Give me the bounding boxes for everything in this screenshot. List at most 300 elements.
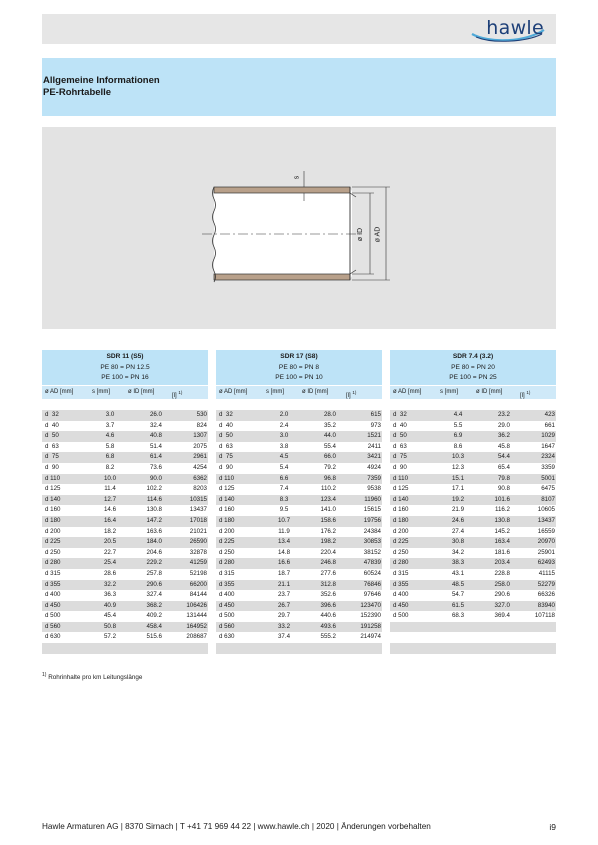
table-cell: 48.5 xyxy=(451,580,465,588)
table-cell: 79.8 xyxy=(497,474,510,482)
table-cell: 54.7 xyxy=(451,591,465,599)
table-cell: 61.5 xyxy=(451,601,465,609)
table-cell: 38.3 xyxy=(451,559,465,567)
table-header-h2: PE 80 = PN 8 xyxy=(278,364,320,371)
table-cell: 327.0 xyxy=(494,601,510,609)
column-header-id: ø ID [mm] xyxy=(302,389,329,395)
table-cell: d 315 xyxy=(45,569,61,577)
table-cell: 24384 xyxy=(363,527,381,535)
pipe-wall-bottom xyxy=(214,274,350,280)
table-cell: 19.2 xyxy=(451,495,465,503)
table-cell xyxy=(390,643,438,654)
table-cell: d 32 xyxy=(219,411,233,418)
table-cell: 396.6 xyxy=(320,601,336,609)
table-cell: 3.0 xyxy=(279,432,289,440)
table-cell: 15615 xyxy=(363,506,381,514)
table-cell: d 315 xyxy=(219,569,235,577)
table-cell: d 250 xyxy=(393,548,409,556)
table-cell: 6362 xyxy=(193,474,207,482)
table-row xyxy=(216,527,382,538)
table-cell: d 110 xyxy=(45,474,61,482)
column-headers xyxy=(42,386,208,399)
table-cell: 3.7 xyxy=(105,421,115,429)
table-cell: 96.8 xyxy=(323,474,336,482)
table-row xyxy=(216,558,382,569)
table-cell: d 63 xyxy=(45,442,59,450)
table-header-h3: PE 100 = PN 16 xyxy=(101,374,149,381)
table-cell: 661 xyxy=(544,421,555,429)
table-cell: d 180 xyxy=(393,516,409,524)
table-cell: 6.8 xyxy=(105,453,115,461)
table-cell: 4254 xyxy=(193,463,207,471)
table-cell: d 125 xyxy=(219,485,235,493)
column-header-l: [l] $^{1)}$ xyxy=(520,390,531,399)
table-row xyxy=(390,590,556,601)
table-cell: 973 xyxy=(370,421,381,429)
label-id: ø ID xyxy=(357,227,365,242)
table-cell: 21.9 xyxy=(451,506,465,514)
table-row xyxy=(216,484,382,495)
table-cell: 40.8 xyxy=(149,432,162,440)
table-row xyxy=(216,516,382,527)
table-cell: 184.0 xyxy=(146,538,162,546)
table-row xyxy=(42,580,208,591)
table-cell: 12.7 xyxy=(103,495,117,503)
table-cell: 409.2 xyxy=(146,612,162,620)
table-row xyxy=(390,537,556,548)
table-row xyxy=(390,431,556,442)
table-cell: 14.8 xyxy=(277,548,291,556)
table-cell: 123.4 xyxy=(320,495,336,503)
table-cell: 79.2 xyxy=(323,463,336,471)
table-cell: d 560 xyxy=(219,622,235,630)
table-row xyxy=(390,622,556,633)
table-row xyxy=(216,474,382,485)
table-row xyxy=(216,622,382,633)
table-cell: 458.4 xyxy=(146,622,162,630)
footnote: $^{1)}$ Rohrinhalte pro km Leitungslänge xyxy=(42,672,143,682)
table-cell xyxy=(514,632,556,643)
table-row xyxy=(42,474,208,485)
table-row xyxy=(390,611,556,622)
table-row xyxy=(390,442,556,453)
table-cell: 158.6 xyxy=(320,516,336,524)
table-cell: 106426 xyxy=(186,601,207,609)
table-cell: d 450 xyxy=(45,601,61,609)
table-cell: d 32 xyxy=(393,411,407,418)
table-row xyxy=(390,548,556,559)
table-row xyxy=(42,569,208,580)
table-cell xyxy=(438,632,474,643)
table-cell: 110.2 xyxy=(320,485,336,493)
table-cell: 130.8 xyxy=(146,506,162,514)
table-cell: d 315 xyxy=(393,569,409,577)
table-row xyxy=(42,632,208,643)
table-cell: 214974 xyxy=(360,633,381,641)
table-header xyxy=(390,350,556,385)
table-row xyxy=(42,601,208,612)
table-row xyxy=(390,527,556,538)
header-bar xyxy=(42,14,556,44)
table-cell: 2.4 xyxy=(279,421,289,429)
table-cell: d 63 xyxy=(219,442,233,450)
table-cell: 1307 xyxy=(193,432,207,440)
table-cell: d 75 xyxy=(219,453,233,461)
column-header-id: ø ID [mm] xyxy=(476,389,503,395)
table-cell: 163.4 xyxy=(494,538,510,546)
table-cell: 16.4 xyxy=(103,516,117,524)
table-row xyxy=(42,505,208,516)
table-cell: 32878 xyxy=(189,548,207,556)
table-row xyxy=(390,495,556,506)
table-cell: 28.6 xyxy=(103,569,117,577)
table-cell: 176.2 xyxy=(320,527,336,535)
table-cell: 8107 xyxy=(541,495,555,503)
table-row xyxy=(216,505,382,516)
table-sdr17 xyxy=(216,350,382,654)
table-cell: 21021 xyxy=(189,527,207,535)
title-box xyxy=(42,58,556,116)
table-row xyxy=(42,537,208,548)
table-cell: 290.6 xyxy=(494,591,510,599)
table-cell: d 500 xyxy=(393,612,409,620)
table-cell: 2324 xyxy=(541,453,555,461)
table-cell: 107118 xyxy=(534,612,555,620)
table-header-h1: SDR 11 (S5) xyxy=(106,353,144,360)
logo-text: hawle xyxy=(486,17,544,39)
table-row xyxy=(390,580,556,591)
table-sdr11 xyxy=(42,350,208,654)
table-cell: 25.4 xyxy=(103,559,117,567)
table-cell: d 110 xyxy=(393,474,409,482)
table-cell: 2.0 xyxy=(279,411,289,418)
table-cell: 515.6 xyxy=(146,633,162,641)
table-cell: 68.3 xyxy=(451,612,465,620)
table-cell: 62493 xyxy=(537,559,555,567)
table-cell: d 450 xyxy=(219,601,235,609)
table-cell: 3359 xyxy=(541,463,555,471)
table-cell: 10.7 xyxy=(277,516,291,524)
column-header-ad: ø AD [mm] xyxy=(393,389,422,395)
table-cell: 32.4 xyxy=(149,421,162,429)
pipe-figure xyxy=(42,127,556,329)
table-cell: 65.4 xyxy=(497,463,510,471)
table-row xyxy=(216,442,382,453)
table-cell: d 40 xyxy=(45,421,59,429)
table-cell xyxy=(390,632,438,643)
table-cell: 13437 xyxy=(537,516,555,524)
table-cell: 4.4 xyxy=(453,411,463,418)
table-cell xyxy=(42,643,90,654)
table-cell: 2075 xyxy=(193,442,207,450)
table-cell: 44.0 xyxy=(323,432,336,440)
table-cell: 352.6 xyxy=(320,591,336,599)
table-cell: 47839 xyxy=(363,559,381,567)
table-cell: d 500 xyxy=(45,612,61,620)
table-cell: 123470 xyxy=(360,601,381,609)
table-row xyxy=(42,463,208,474)
table-cell: 8.2 xyxy=(105,463,115,471)
table-cell: 37.4 xyxy=(277,633,291,641)
table-cell: 369.4 xyxy=(494,612,510,620)
table-cell: 440.6 xyxy=(320,612,336,620)
table-cell: 181.6 xyxy=(494,548,510,556)
table-cell: 290.6 xyxy=(146,580,162,588)
table-row xyxy=(390,632,556,643)
table-cell: 18.2 xyxy=(103,527,117,535)
table-row xyxy=(390,421,556,432)
table-cell: 257.8 xyxy=(146,569,162,577)
table-cell: 8.6 xyxy=(453,442,463,450)
table-cell: 30.8 xyxy=(451,538,465,546)
table-cell: 41259 xyxy=(189,559,207,567)
column-header-ad: ø AD [mm] xyxy=(219,389,248,395)
table-cell: 29.7 xyxy=(277,612,291,620)
table-cell: 45.8 xyxy=(497,442,510,450)
table-cell: d 400 xyxy=(393,591,409,599)
table-cell: 26.7 xyxy=(277,601,291,609)
table-cell: 18.7 xyxy=(277,569,291,577)
table-cell: d 75 xyxy=(45,453,59,461)
table-cell: 312.8 xyxy=(320,580,336,588)
table-row xyxy=(216,431,382,442)
table-cell: 8203 xyxy=(193,485,207,493)
table-cell: 130.8 xyxy=(494,516,510,524)
table-row xyxy=(42,527,208,538)
table-cell: 3421 xyxy=(367,453,381,461)
table-cell xyxy=(216,643,264,654)
table-cell: 84144 xyxy=(189,591,207,599)
table-cell: 27.4 xyxy=(451,527,465,535)
table-header-h3: PE 100 = PN 10 xyxy=(275,374,323,381)
table-row xyxy=(42,421,208,432)
table-cell: d 225 xyxy=(393,538,409,546)
table-cell: d 630 xyxy=(45,633,61,641)
table-header-h1: SDR 7.4 (3.2) xyxy=(452,353,494,360)
table-cell: d 200 xyxy=(45,527,61,535)
table-cell: 54.4 xyxy=(497,453,510,461)
column-header-s: s [mm] xyxy=(440,389,458,395)
table-cell: d 160 xyxy=(219,506,235,514)
table-cell xyxy=(390,622,438,633)
table-cell: d 50 xyxy=(393,432,407,440)
table-cell: 36.3 xyxy=(103,591,117,599)
table-cell: d 225 xyxy=(219,538,235,546)
table-cell: 12.3 xyxy=(451,463,465,471)
table-row xyxy=(216,590,382,601)
table-row xyxy=(42,622,208,633)
table-cell: 229.2 xyxy=(146,559,162,567)
table-cell: 4.5 xyxy=(279,453,289,461)
table-row xyxy=(390,643,556,654)
table-row xyxy=(216,601,382,612)
table-cell: 327.4 xyxy=(146,591,162,599)
table-cell: 13437 xyxy=(189,506,207,514)
table-spacer xyxy=(42,399,208,410)
table-cell: d 40 xyxy=(219,421,233,429)
table-cell: d 140 xyxy=(219,495,235,503)
table-row xyxy=(390,558,556,569)
table-cell: 10605 xyxy=(537,506,555,514)
table-cell: 11.9 xyxy=(278,527,290,535)
column-headers xyxy=(216,386,382,399)
table-cell: 45.4 xyxy=(103,612,117,620)
table-cell xyxy=(340,643,382,654)
table-cell: 198.2 xyxy=(320,538,336,546)
table-cell: 2411 xyxy=(367,442,381,450)
table-cell xyxy=(474,632,514,643)
table-cell: d 50 xyxy=(45,432,59,440)
table-cell: 8.3 xyxy=(279,495,289,503)
table-row xyxy=(390,474,556,485)
table-row xyxy=(42,442,208,453)
column-header-s: s [mm] xyxy=(266,389,284,395)
column-header-ad: ø AD [mm] xyxy=(45,389,74,395)
table-cell: 7359 xyxy=(367,474,381,482)
table-cell: 114.6 xyxy=(146,495,162,503)
table-cell: d 280 xyxy=(45,559,61,567)
table-cell: d 180 xyxy=(45,516,61,524)
table-cell: d 180 xyxy=(219,516,235,524)
footer-text: Hawle Armaturen AG | 8370 Sirnach | T +41 71 969 44 22 | www.hawle.ch | 2020 | Änderungen vorbehalten xyxy=(42,822,431,831)
table-cell: 423 xyxy=(544,411,555,418)
table-row xyxy=(216,452,382,463)
table-cell: 36.2 xyxy=(497,432,510,440)
table-cell: 10.3 xyxy=(451,453,465,461)
table-cell: d 280 xyxy=(219,559,235,567)
table-cell: 16.6 xyxy=(277,559,291,567)
table-cell: d 225 xyxy=(45,538,61,546)
table-row xyxy=(42,452,208,463)
table-cell xyxy=(300,643,340,654)
table-cell: 615 xyxy=(370,411,381,418)
table-row xyxy=(216,569,382,580)
table-cell: 61.4 xyxy=(149,453,162,461)
table-cell: 191258 xyxy=(360,622,381,630)
table-row xyxy=(42,590,208,601)
column-header-s: s [mm] xyxy=(92,389,110,395)
table-cell: 6.6 xyxy=(279,474,289,482)
table-cell xyxy=(514,643,556,654)
table-cell: 90.0 xyxy=(149,474,162,482)
table-cell: d 200 xyxy=(219,527,235,535)
table-cell: 164952 xyxy=(186,622,207,630)
table-spacer xyxy=(390,399,556,410)
table-cell: d 125 xyxy=(45,485,61,493)
table-cell: 7.4 xyxy=(279,485,289,493)
table-cell: 208687 xyxy=(186,633,207,641)
table-cell: 23.7 xyxy=(277,591,291,599)
table-cell: 35.2 xyxy=(323,421,336,429)
table-cell: 9538 xyxy=(367,485,381,493)
table-cell: 34.2 xyxy=(451,548,465,556)
table-cell: 17018 xyxy=(189,516,207,524)
table-row xyxy=(216,537,382,548)
table-cell: 29.0 xyxy=(497,421,510,429)
table-cell: 40.9 xyxy=(103,601,117,609)
hawle-logo xyxy=(468,16,548,42)
table-cell: 60524 xyxy=(363,569,381,577)
table-row xyxy=(390,516,556,527)
table-cell: d 280 xyxy=(393,559,409,567)
table-cell: 24.6 xyxy=(451,516,465,524)
table-cell xyxy=(126,643,166,654)
table-cell: 10315 xyxy=(189,495,207,503)
table-cell: 76846 xyxy=(363,580,381,588)
table-row xyxy=(216,495,382,506)
table-row xyxy=(42,495,208,506)
table-cell: d 200 xyxy=(393,527,409,535)
table-cell: 147.2 xyxy=(146,516,162,524)
table-cell: d 160 xyxy=(393,506,409,514)
table-row xyxy=(42,611,208,622)
table-cell xyxy=(474,622,514,633)
table-cell: 277.6 xyxy=(320,569,336,577)
label-s: s xyxy=(293,175,301,180)
table-row xyxy=(390,452,556,463)
table-cell: 11960 xyxy=(364,495,381,503)
table-row xyxy=(216,580,382,591)
table-cell: 9.5 xyxy=(279,506,289,514)
table-cell: 6.9 xyxy=(453,432,463,440)
table-cell: 5001 xyxy=(541,474,555,482)
table-cell: d 125 xyxy=(393,485,409,493)
table-row xyxy=(216,463,382,474)
table-cell: d 63 xyxy=(393,442,407,450)
table-cell: 66.0 xyxy=(323,453,336,461)
table-cell: 26590 xyxy=(189,538,207,546)
table-cell: d 250 xyxy=(219,548,235,556)
table-cell: 4.6 xyxy=(105,432,115,440)
table-cell: 38152 xyxy=(363,548,381,556)
table-cell: 493.6 xyxy=(320,622,336,630)
table-cell: d 50 xyxy=(219,432,233,440)
table-cell: 116.2 xyxy=(494,506,510,514)
table-cell: d 400 xyxy=(45,591,61,599)
table-cell: d 110 xyxy=(219,474,235,482)
table-cell: 28.0 xyxy=(323,411,336,418)
table-header-h3: PE 100 = PN 25 xyxy=(449,374,497,381)
table-cell: 258.0 xyxy=(494,580,510,588)
table-cell: 66326 xyxy=(537,591,555,599)
table-cell: d 75 xyxy=(393,453,407,461)
table-cell: 228.8 xyxy=(494,569,510,577)
table-cell xyxy=(438,622,474,633)
table-cell: 530 xyxy=(196,411,207,418)
table-row xyxy=(42,516,208,527)
table-cell: 4924 xyxy=(367,463,381,471)
table-cell: 50.8 xyxy=(103,622,117,630)
table-row xyxy=(390,410,556,421)
table-cell: 14.6 xyxy=(103,506,117,514)
table-row xyxy=(216,611,382,622)
table-cell: d 400 xyxy=(219,591,235,599)
table-cell: 5.8 xyxy=(105,442,115,450)
table-cell: 3.0 xyxy=(105,411,115,418)
table-cell: 97646 xyxy=(363,591,381,599)
table-cell: 32.2 xyxy=(103,580,117,588)
table-header xyxy=(216,350,382,385)
table-cell: 203.4 xyxy=(494,559,510,567)
table-cell: 25901 xyxy=(537,548,555,556)
table-row xyxy=(42,431,208,442)
table-cell: 246.8 xyxy=(320,559,336,567)
table-row xyxy=(42,548,208,559)
label-ad: ø AD xyxy=(374,226,382,243)
table-row xyxy=(216,632,382,643)
table-cell: 10.0 xyxy=(103,474,117,482)
table-cell: d 630 xyxy=(219,633,235,641)
